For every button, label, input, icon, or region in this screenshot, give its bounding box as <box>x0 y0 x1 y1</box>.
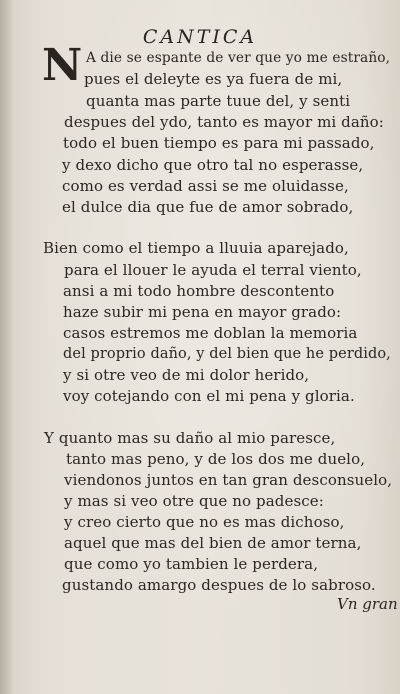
drop-capital: N <box>42 40 83 91</box>
verse-line: pues el deleyte es ya fuera de mi, <box>84 70 343 88</box>
verse-line: despues del ydo, tanto es mayor mi daño: <box>64 113 384 131</box>
verse-line: y mas si veo otre que no padesce: <box>64 492 324 510</box>
verse-line: y dexo dicho que otro tal no esperasse, <box>62 156 364 174</box>
verse-line: para el llouer le ayuda el terral viento, <box>64 261 362 279</box>
verse-line: quanta mas parte tuue del, y senti <box>86 92 351 110</box>
verse-line: el dulce dia que fue de amor sobrado, <box>62 198 354 216</box>
verse-line: del proprio daño, y del bien que he perdido, <box>63 346 391 362</box>
verse-line: Bien como el tiempo a lluuia aparejado, <box>43 239 349 257</box>
verse-line: viendonos juntos en tan gran desconsuelo, <box>64 471 393 489</box>
verse-line: todo el buen tiempo es para mi passado, <box>63 134 375 152</box>
verse-line: aquel que mas del bien de amor terna, <box>64 534 362 552</box>
verse-line: gustando amargo despues de lo sabroso. <box>62 576 376 594</box>
verse-line: voy cotejando con el mi pena y gloria. <box>63 387 355 405</box>
catchword: Vn gran <box>337 595 398 613</box>
page-heading: CANTICA <box>142 26 258 48</box>
verse-line: ansi a mi todo hombre descontento <box>63 282 335 300</box>
verse-line: y si otre veo de mi dolor herido, <box>63 366 310 384</box>
page-gutter-shadow <box>0 0 14 694</box>
verse-line: haze subir mi pena en mayor grado: <box>63 303 342 321</box>
verse-line: tanto mas peno, y de los dos me duelo, <box>66 450 366 468</box>
verse-line: Y quanto mas su daño al mio paresce, <box>44 429 336 447</box>
verse-line: que como yo tambien le perdera, <box>64 555 319 573</box>
verse-line: A die se espante de ver que yo me estraño, <box>86 50 391 66</box>
verse-line: como es verdad assi se me oluidasse, <box>62 177 349 195</box>
verse-line: y creo cierto que no es mas dichoso, <box>64 513 345 531</box>
verse-line: casos estremos me doblan la memoria <box>63 324 358 342</box>
